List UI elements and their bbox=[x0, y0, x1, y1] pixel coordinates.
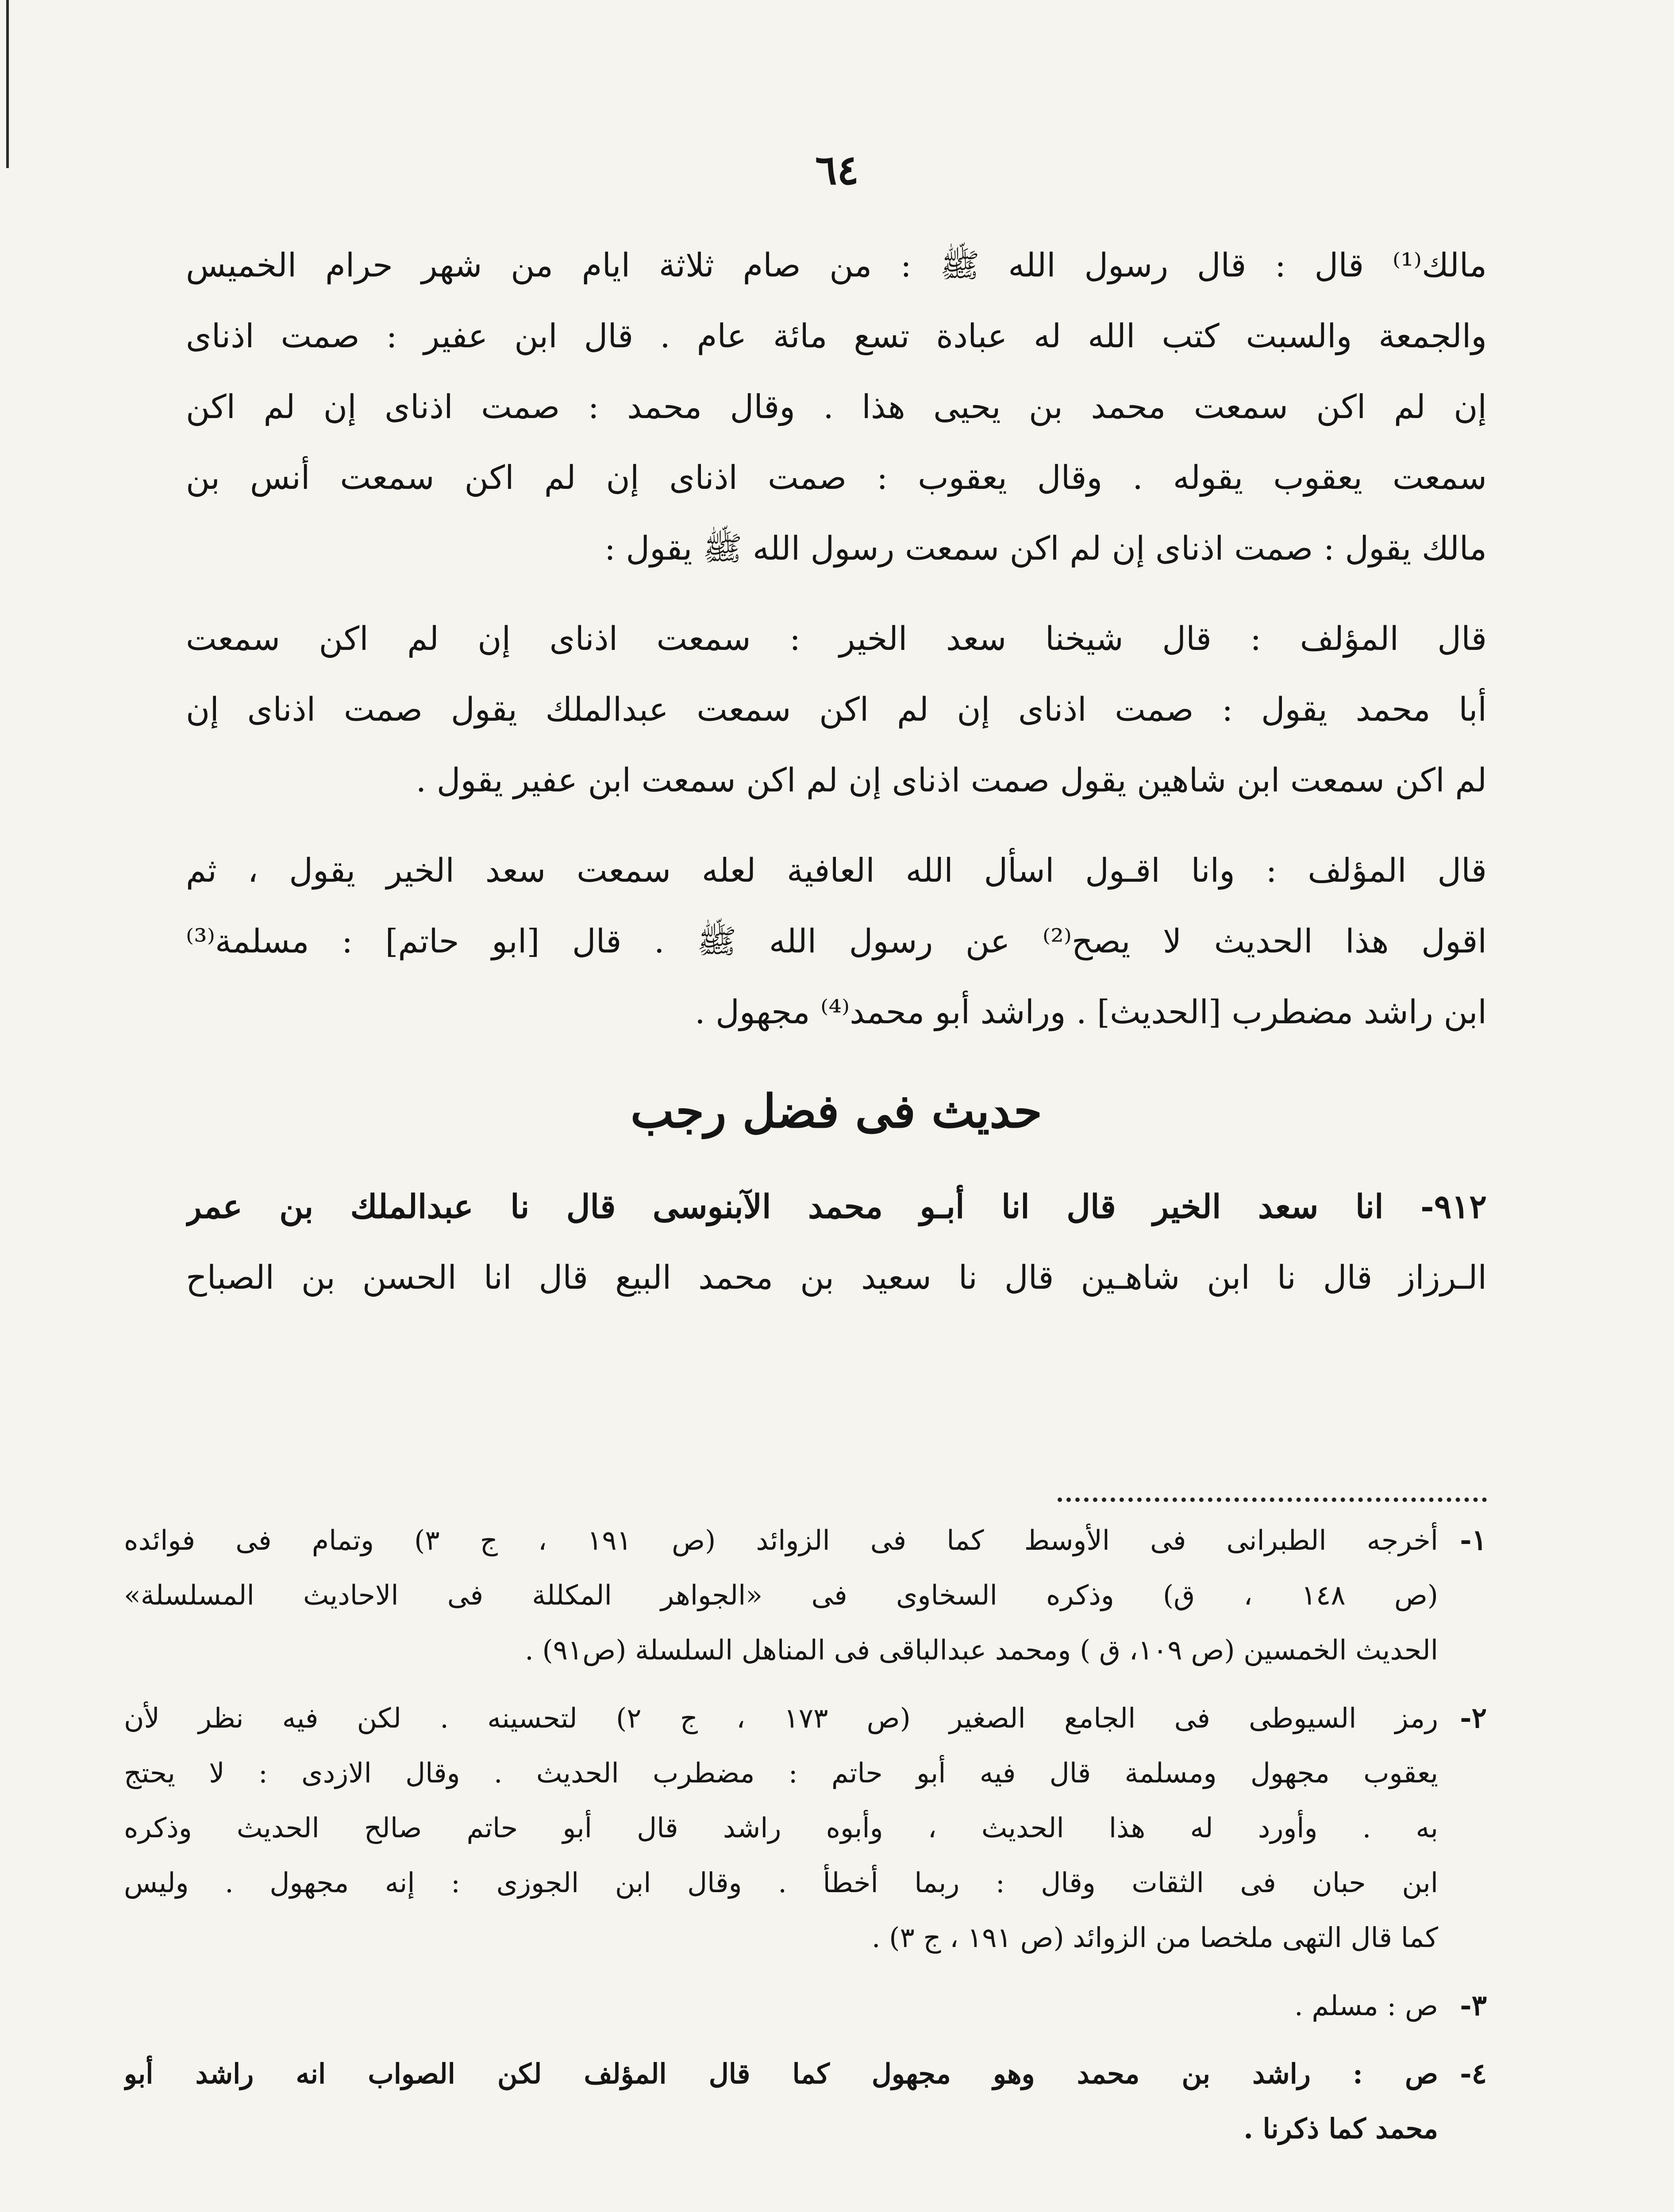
footnote-line: (ص ١٤٨ ، ق) وذكره السخاوى فى «الجواهر المكللة فى الاحاديث المسلسلة» bbox=[124, 1579, 1438, 1611]
text-line: مالك يقول : صمت اذناى إن لم اكن سمعت رسول الله ﷺ يقول : bbox=[604, 530, 1487, 568]
footnote-separator bbox=[1058, 1498, 1487, 1502]
text-line: إن لم اكن سمعت محمد بن يحيى هذا . وقال محمد : صمت اذناى إن لم اكن bbox=[186, 388, 1487, 426]
footnote-body bbox=[124, 1978, 1438, 2033]
footnote-line: رمز السيوطى فى الجامع الصغير (ص ١٧٣ ، ج ٢) لتحسينه . لكن فيه نظر لأن bbox=[124, 1702, 1438, 1734]
text-line: لم اكن سمعت ابن شاهين يقول صمت اذناى إن لم اكن سمعت ابن عفير يقول . bbox=[416, 761, 1487, 799]
text-line: ابن راشد مضطرب [الحديث] . وراشد أبو محمد⁽⁴⁾ مجهول . bbox=[695, 993, 1487, 1031]
paragraph-2 bbox=[186, 603, 1487, 816]
paragraph-3 bbox=[186, 835, 1487, 1048]
footnote-line: ص : مسلم . bbox=[1294, 1989, 1438, 2022]
footnote-line: محمد كما ذكرنا . bbox=[1243, 2112, 1438, 2145]
footnote-2 bbox=[124, 1691, 1487, 1965]
footnote-line: به . وأورد له هذا الحديث ، وأبوه راشد قال أبو حاتم صالح الحديث وذكره bbox=[124, 1812, 1438, 1844]
text-line: قال المؤلف : وانا اقـول اسأل الله العافية لعله سمعت سعد الخير يقول ، ثم bbox=[186, 852, 1487, 890]
text-line: اقول هذا الحديث لا يصح⁽²⁾ عن رسول الله ﷺ . قال [ابو حاتم] : مسلمة⁽³⁾ bbox=[186, 922, 1487, 960]
footnote-line: كما قال التهى ملخصا من الزوائد (ص ١٩١ ، ج ٣) . bbox=[871, 1921, 1438, 1954]
text-line: مالك⁽¹⁾ قال : قال رسول الله ﷺ : من صام ثلاثة ايام من شهر حرام الخميس bbox=[186, 246, 1487, 284]
page-number: ٦٤ bbox=[815, 146, 859, 194]
footnote-line: أخرجه الطبرانى فى الأوسط كما فى الزوائد (ص ١٩١ ، ج ٣) وتمام فى فوائده bbox=[124, 1524, 1438, 1556]
text-line: سمعت يعقوب يقوله . وقال يعقوب : صمت اذناى إن لم اكن سمعت أنس بن bbox=[186, 459, 1487, 497]
footnote-number: ١- bbox=[1460, 1524, 1487, 1557]
footnote-line: الحديث الخمسين (ص ١٠٩، ق ) ومحمد عبدالباقى فى المناهل السلسلة (ص٩١) . bbox=[525, 1634, 1438, 1666]
text-line: ٩١٢- انا سعد الخير قال انا أبـو محمد الآبنوسى قال نا عبدالملك بن عمر bbox=[186, 1188, 1487, 1226]
footnote-line: يعقوب مجهول ومسلمة قال فيه أبو حاتم : مضطرب الحديث . وقال الازدى : لا يحتج bbox=[124, 1757, 1438, 1789]
paragraph-1 bbox=[186, 230, 1487, 584]
footnote-line: ابن حبان فى الثقات وقال : ربما أخطأ . وقال ابن الجوزى : إنه مجهول . وليس bbox=[124, 1866, 1438, 1899]
footnote-number: ٢- bbox=[1460, 1701, 1487, 1735]
footnotes bbox=[124, 1513, 1487, 2170]
text-line: والجمعة والسبت كتب الله له عبادة تسع مائة عام . قال ابن عفير : صمت اذناى bbox=[186, 317, 1487, 355]
text-line: أبا محمد يقول : صمت اذناى إن لم اكن سمعت عبدالملك يقول صمت اذناى إن bbox=[186, 691, 1487, 729]
scan-edge-line bbox=[6, 0, 9, 168]
footnote-4 bbox=[124, 2047, 1487, 2156]
text-line: الـرزاز قال نا ابن شاهـين قال نا سعيد بن محمد البيع قال انا الحسن بن الصباح bbox=[186, 1259, 1487, 1297]
main-text bbox=[186, 230, 1487, 1333]
footnote-number: ٣- bbox=[1460, 1989, 1487, 2022]
footnote-body bbox=[124, 1691, 1438, 1965]
footnote-number: ٤- bbox=[1460, 2057, 1487, 2090]
hadith-912 bbox=[186, 1171, 1487, 1313]
text-line: قال المؤلف : قال شيخنا سعد الخير : سمعت اذناى إن لم اكن سمعت bbox=[186, 620, 1487, 658]
footnote-body bbox=[124, 2047, 1438, 2156]
section-heading: حديث فى فضل رجب bbox=[630, 1084, 1043, 1138]
footnote-3 bbox=[124, 1978, 1487, 2033]
footnote-body bbox=[124, 1513, 1438, 1678]
footnote-line: ص : راشد بن محمد وهو مجهول كما قال المؤلف لكن الصواب انه راشد أبو bbox=[124, 2058, 1438, 2090]
footnote-1 bbox=[124, 1513, 1487, 1678]
